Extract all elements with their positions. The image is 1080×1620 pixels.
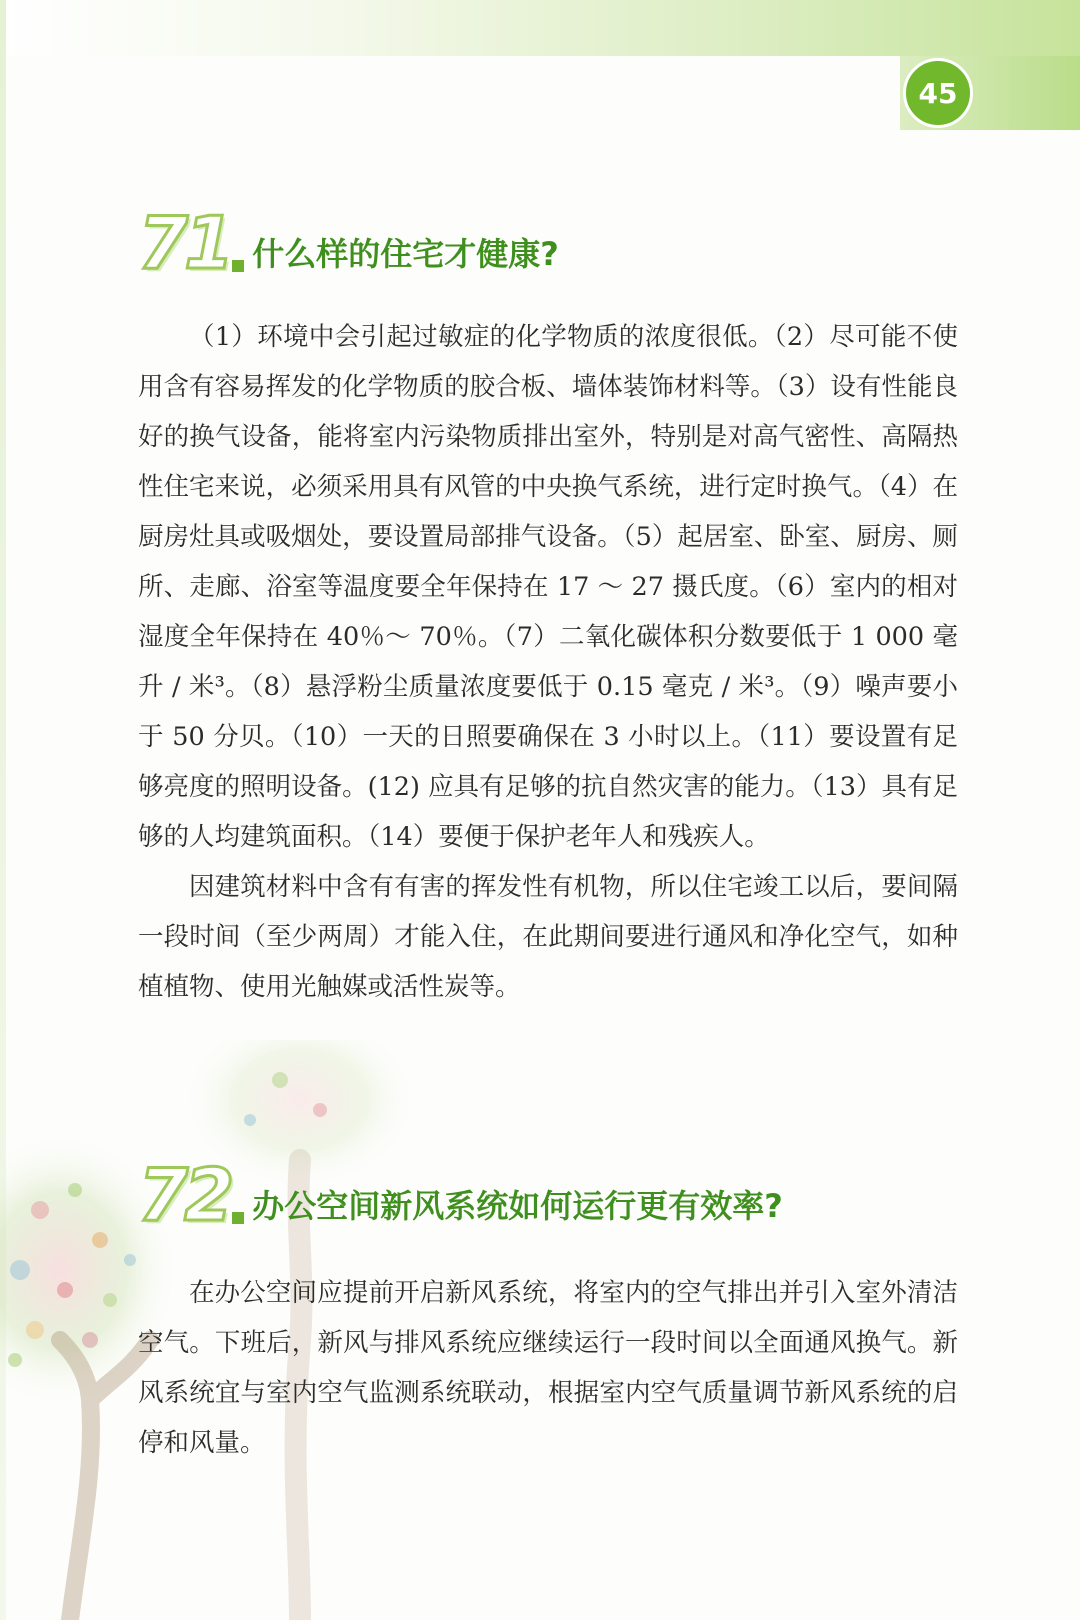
section-71-body bbox=[138, 312, 958, 1012]
section-72-number: 72 bbox=[138, 1153, 231, 1237]
section-72-title: 办公空间新风系统如何运行更有效率? bbox=[252, 1187, 783, 1225]
section-72-body bbox=[138, 1268, 958, 1468]
paragraph: 因建筑材料中含有有害的挥发性有机物，所以住宅竣工以后，要间隔一段时间（至少两周）才能入住，在此期间要进行通风和净化空气，如种植植物、使用光触媒或活性炭等。 bbox=[138, 872, 958, 1002]
section-72-heading bbox=[138, 1153, 783, 1237]
heading-dot-icon bbox=[232, 260, 244, 272]
section-71-title: 什么样的住宅才健康? bbox=[252, 235, 559, 273]
paragraph: 在办公空间应提前开启新风系统，将室内的空气排出并引入室外清洁空气。下班后，新风与排风系统应继续运行一段时间以全面通风换气。新风系统宜与室内空气监测系统联动，根据室内空气质量调节新风系统的启停和风量。 bbox=[138, 1278, 958, 1458]
paragraph: （1）环境中会引起过敏症的化学物质的浓度很低。（2）尽可能不使用含有容易挥发的化学物质的胶合板、墙体装饰材料等。（3）设有性能良好的换气设备，能将室内污染物质排出室外，特别是对高气密性、高隔热性住宅来说，必须采用具有风管的中央换气系统，进行定时换气。（4）在厨房灶具或吸烟处，要设置局部排气设备。（5）起居室、卧室、厨房、厕所、走廊、浴室等温度要全年保持在 17 ～ 27 摄氏度。（6）室内的相对湿度全年保持在 40％～ 70％。（7）二氧化碳体积分数要低于 1 000 毫升 / 米³。（8）悬浮粉尘质量浓度要低于 0.15 毫克 / 米³。（9）噪声要小于 50 分贝。（10）一天的日照要确保在 3 小时以上。（11）要设置有足够亮度的照明设备。(12) 应具有足够的抗自然灾害的能力。（13）具有足够的人均建筑面积。（14）要便于保护老年人和残疾人。 bbox=[138, 322, 958, 852]
section-71-number: 71 bbox=[138, 201, 231, 285]
top-decorative-band bbox=[0, 0, 1080, 56]
heading-dot-icon bbox=[232, 1212, 244, 1224]
section-71-heading bbox=[138, 201, 559, 285]
page-number-badge: 45 bbox=[903, 58, 973, 128]
